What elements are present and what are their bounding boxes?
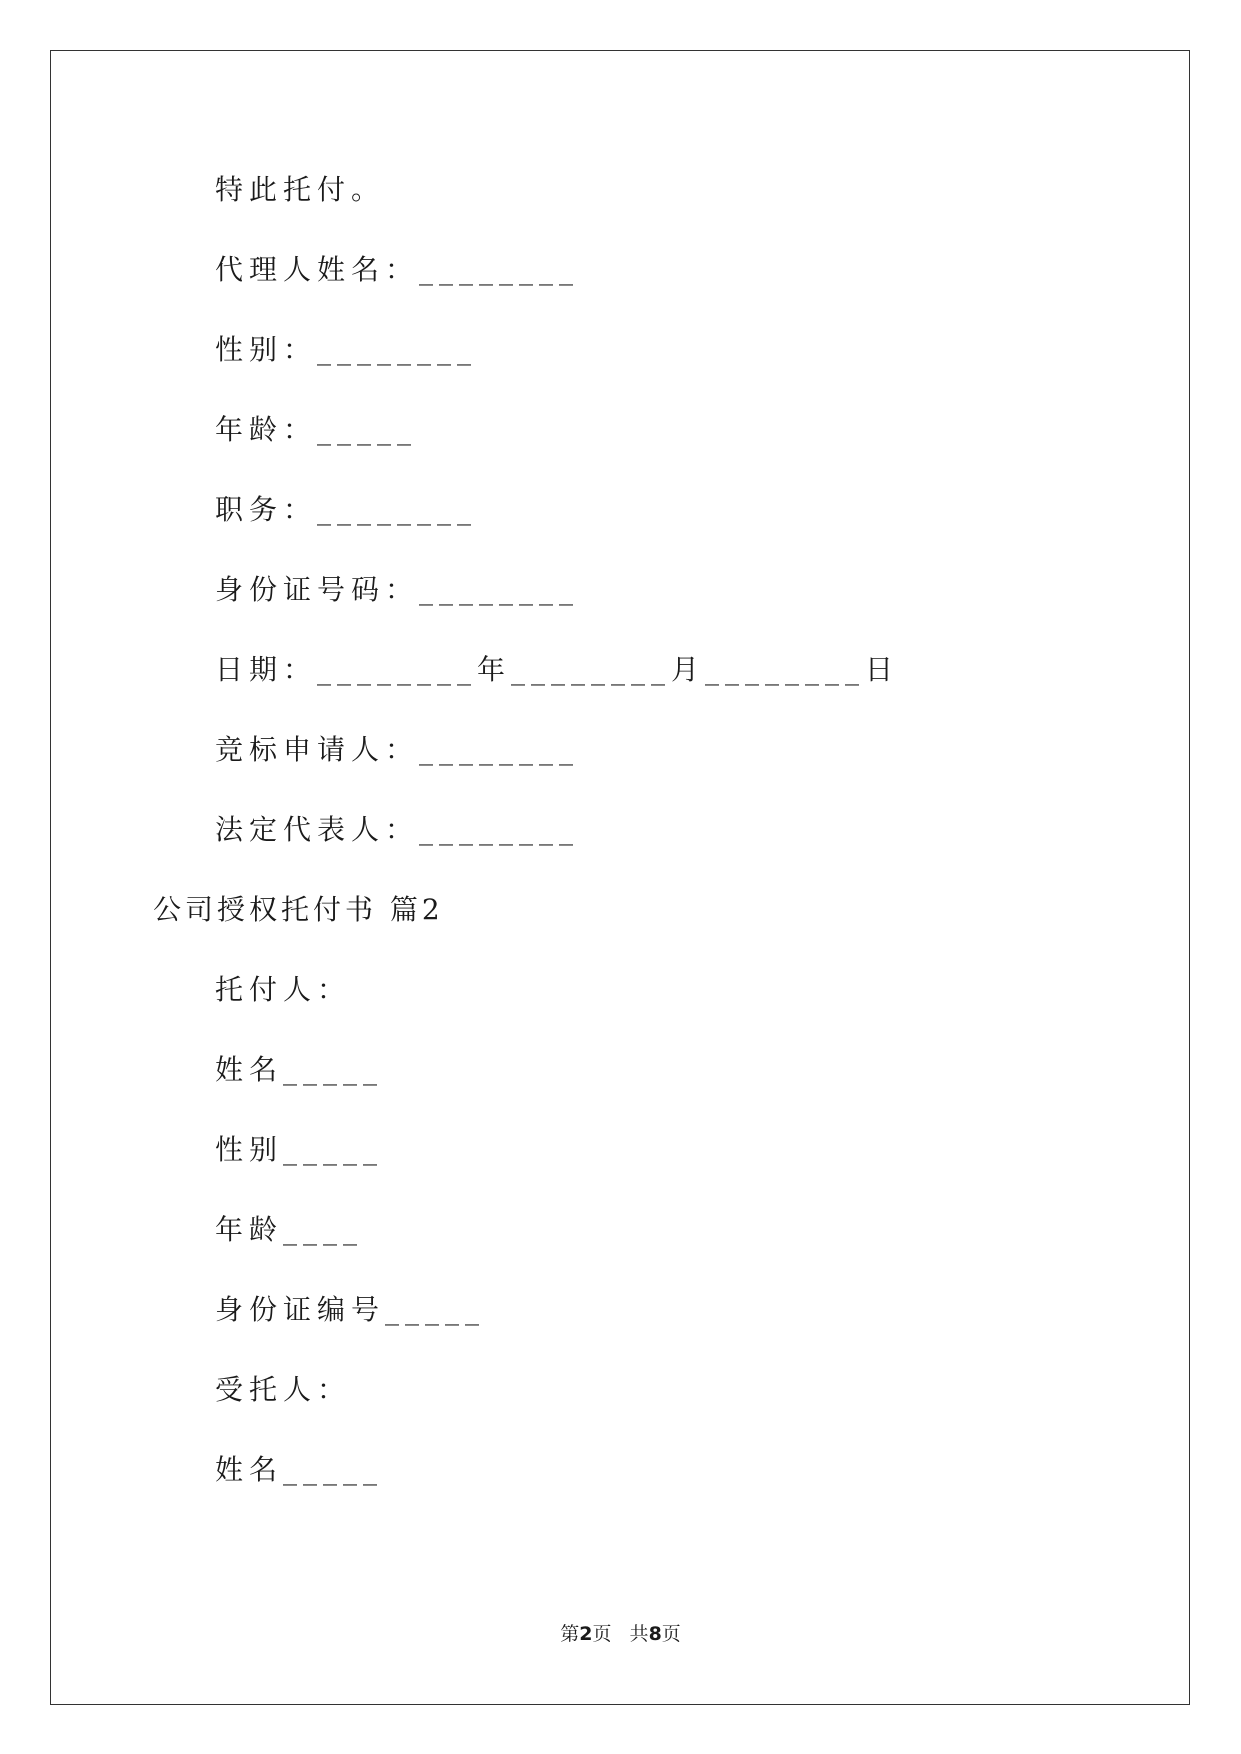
text-line: 年龄____: [215, 1213, 364, 1246]
page-footer: [0, 1622, 1241, 1646]
footer-suffix: 页: [661, 1623, 681, 1645]
text-line: 年龄：_____: [215, 413, 418, 446]
text-line: 法定代表人：________: [215, 813, 580, 846]
footer-page-number: 2: [579, 1623, 593, 1645]
text-line: 托付人：: [215, 973, 352, 1006]
footer-page-total: 8: [648, 1623, 662, 1645]
text-line: 竞标申请人：________: [215, 733, 580, 766]
section-heading: 公司授权托付书 篇2: [153, 893, 444, 926]
text-line: 身份证编号_____: [215, 1293, 486, 1326]
text-line: 性别_____: [215, 1133, 384, 1166]
text-line: 受托人：: [215, 1373, 352, 1406]
text-line: 职务：________: [215, 493, 478, 526]
footer-mid: 页 共: [592, 1623, 649, 1645]
text-line: 姓名_____: [215, 1453, 384, 1486]
footer-prefix: 第: [560, 1623, 580, 1645]
text-line: 日期：________年________月________日: [215, 653, 900, 686]
text-line: 姓名_____: [215, 1053, 384, 1086]
text-line: 代理人姓名：________: [215, 253, 580, 286]
text-line: 性别：________: [215, 333, 478, 366]
text-line: 特此托付。: [215, 173, 386, 206]
text-line: 身份证号码：________: [215, 573, 580, 606]
